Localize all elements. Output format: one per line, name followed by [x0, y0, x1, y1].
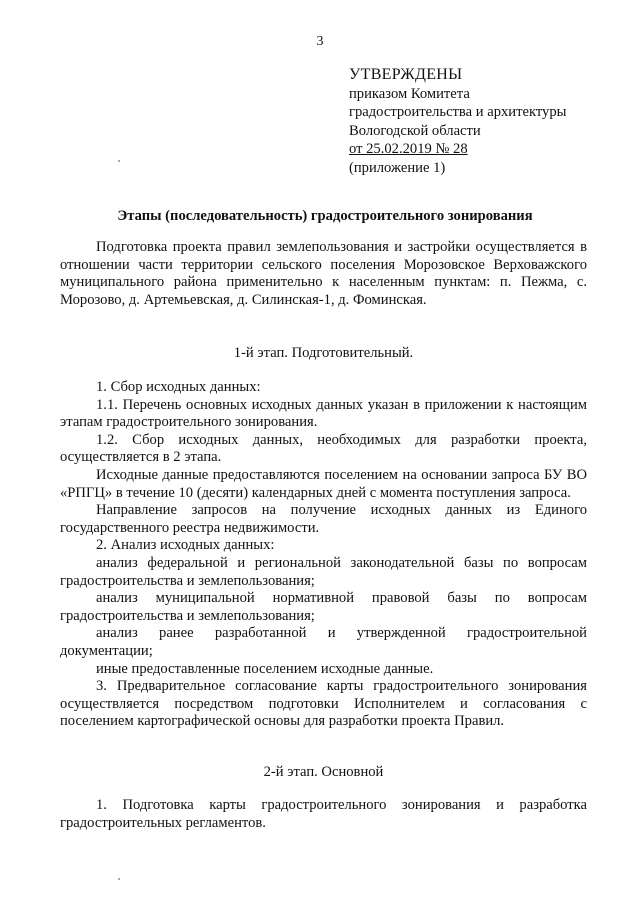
paragraph: 1. Подготовка карты градостроительного зонирования и разработка градостроительных регламентов.: [60, 797, 587, 831]
intro-paragraph: [60, 239, 587, 309]
paragraph: анализ муниципальной нормативной правовой базы по вопросам градостроительства и землепользования;: [60, 590, 587, 624]
scan-speck: [118, 160, 120, 162]
paragraph: 1. Сбор исходных данных:: [96, 379, 261, 395]
paragraph: Направление запросов на получение исходных данных из Единого государственного реестра недвижимости.: [60, 502, 587, 536]
page-number: 3: [316, 34, 324, 49]
stage2-body: [60, 797, 587, 832]
paragraph: 1.1. Перечень основных исходных данных указан в приложении к настоящим этапам градостроительного зонирования.: [60, 396, 587, 431]
approval-line: Вологодской области: [349, 122, 481, 139]
approval-attachment: (приложение 1): [349, 159, 446, 176]
stage1-title: 1-й этап. Подготовительный.: [233, 345, 414, 361]
paragraph: иные предоставленные поселением исходные данные.: [96, 660, 434, 677]
approval-date: от 25.02.2019 № 28: [349, 141, 468, 157]
approval-line: градостроительства и архитектуры: [349, 104, 567, 120]
paragraph: 2. Анализ исходных данных:: [96, 537, 275, 554]
approval-title: УТВЕРЖДЕНЫ: [349, 66, 463, 83]
paragraph: 3. Предварительное согласование карты градостроительного зонирования осуществляется посредством подготовки Исполнителем и согласования с поселением картографической основы для разработки проекта Правил.: [60, 678, 587, 730]
approval-line: приказом Комитета: [349, 85, 470, 102]
scan-speck: [118, 878, 120, 880]
paragraph: анализ ранее разработанной и утвержденной градостроительной документации;: [60, 625, 587, 659]
intro-text: Подготовка проекта правил землепользования и застройки осуществляется в отношении части территории сельского поселения Морозовское Верховажского муниципального района применительно к населенным пунктам: п. Пежма, с. Морозово, д. Артемьевская, д. Силинская-1, д. Фоминская.: [60, 239, 587, 308]
document-title: Этапы (последовательность) градостроительного зонирования: [117, 208, 533, 224]
paragraph: Исходные данные предоставляются поселением на основании запроса БУ ВО «РПГЦ» в течение 10 (десяти) календарных дней с момента поступления запроса.: [60, 466, 587, 501]
approval-stamp: [349, 66, 629, 177]
paragraph: 1.2. Сбор исходных данных, необходимых для разработки проекта, осуществляется в 2 этапа.: [60, 431, 587, 466]
stage2-title: 2-й этап. Основной: [263, 764, 384, 780]
paragraph: анализ федеральной и региональной законодательной базы по вопросам градостроительства и землепользования;: [60, 554, 587, 589]
stage1-body: [60, 379, 587, 731]
